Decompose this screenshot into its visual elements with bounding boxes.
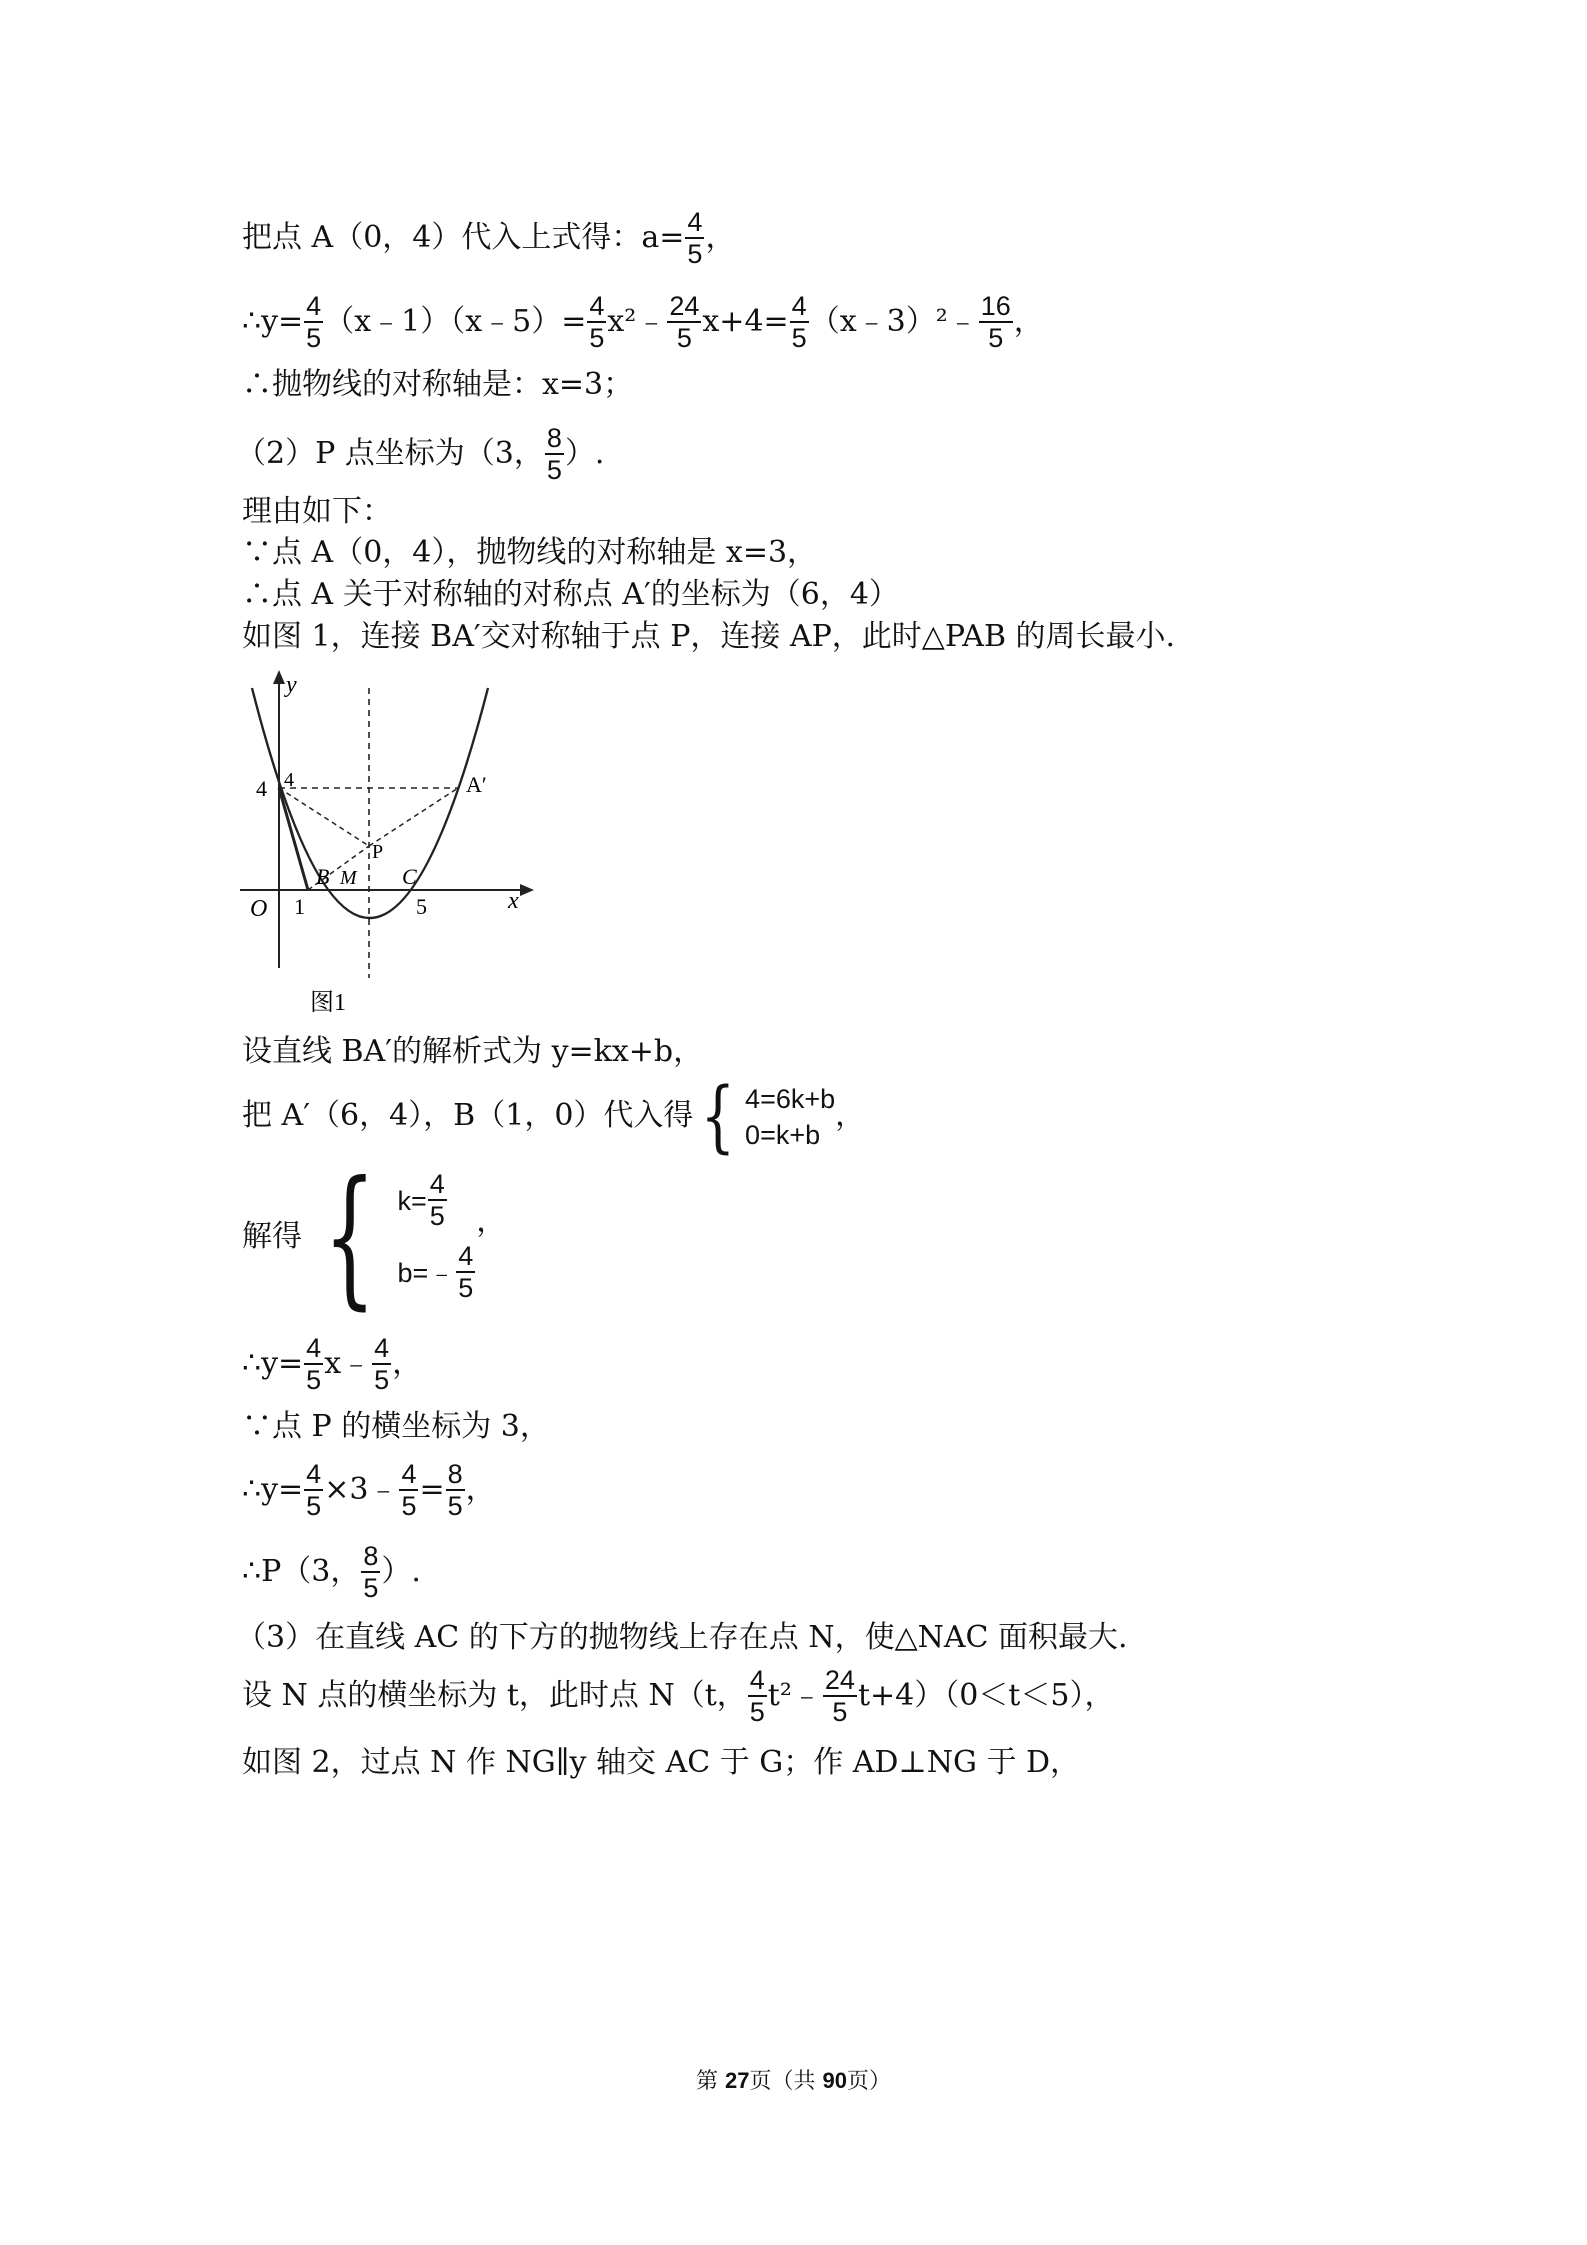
text: ，: [392, 1346, 423, 1381]
numerator: 4: [374, 1333, 390, 1363]
numerator: 4: [306, 1333, 322, 1363]
text: ）.: [381, 1554, 421, 1589]
text: ，: [465, 1472, 496, 1507]
denominator: 5: [589, 323, 605, 353]
text: ，: [705, 220, 736, 255]
label-4-inner: 4: [284, 769, 294, 791]
solution-line-16: （3）在直线 AC 的下方的抛物线上存在点 N，使△NAC 面积最大.: [236, 1620, 1128, 1655]
denominator: 5: [988, 323, 1004, 353]
text: x²﹣: [607, 304, 667, 339]
denominator: 5: [363, 1573, 379, 1603]
numerator: 24: [824, 1665, 855, 1695]
denominator: 5: [687, 239, 703, 269]
denominator: 5: [749, 1697, 765, 1727]
numerator: 24: [669, 291, 700, 321]
solution-line-12: [242, 1334, 422, 1396]
fraction: [304, 1460, 323, 1522]
y-axis-arrow-icon: [273, 670, 285, 684]
text: k=: [397, 1186, 427, 1216]
numerator: 4: [791, 291, 807, 321]
text: ，: [1013, 304, 1044, 339]
text: ，: [835, 1098, 866, 1133]
numerator: 4: [401, 1459, 417, 1489]
solution-line-15: [242, 1542, 421, 1604]
denominator: 5: [306, 1491, 322, 1521]
figure-1-graph: [236, 668, 556, 1018]
fraction: [399, 1460, 418, 1522]
label-y: y: [286, 672, 297, 698]
total-page-count: 90: [822, 2068, 847, 2093]
denominator: 5: [429, 1201, 445, 1231]
label-b: B: [316, 864, 330, 889]
denominator: 5: [401, 1491, 417, 1521]
fraction: [456, 1242, 475, 1304]
text: =: [419, 1472, 445, 1507]
numerator: 4: [458, 1241, 474, 1271]
solution-line-9: 设直线 BA′的解析式为 y=kx+b，: [242, 1034, 704, 1069]
numerator: 4: [429, 1169, 445, 1199]
label-4: 4: [256, 776, 267, 801]
fraction: [790, 292, 809, 354]
denominator: 5: [676, 323, 692, 353]
fraction: [823, 1666, 857, 1728]
solution-system: [397, 1170, 476, 1304]
text: ∴y=: [242, 1472, 304, 1507]
solution-line-17: [242, 1666, 1114, 1728]
text: ×3﹣: [324, 1472, 399, 1507]
footer-text: 页）: [846, 2069, 891, 2094]
numerator: 8: [546, 423, 562, 453]
fraction: [304, 1334, 323, 1396]
fraction: [979, 292, 1013, 354]
denominator: 5: [374, 1365, 390, 1395]
solution-line-1: [242, 208, 735, 270]
solution-line-4: [236, 424, 604, 486]
text: 解得: [242, 1219, 302, 1254]
text: 把 A′（6，4），B（1，0）代入得: [242, 1098, 694, 1133]
denominator: 5: [458, 1273, 474, 1303]
numerator: 8: [447, 1459, 463, 1489]
denominator: 5: [791, 323, 807, 353]
text: t+4）（0＜t＜5），: [857, 1678, 1115, 1713]
solution-line-10: [242, 1072, 866, 1162]
label-5: 5: [416, 894, 427, 919]
equation-row: [397, 1242, 476, 1304]
solution-line-2: [242, 292, 1044, 354]
text: （2）P 点坐标为（3，: [236, 436, 544, 471]
text: x+4=: [702, 304, 789, 339]
figure-caption: 图1: [310, 990, 346, 1016]
text: t²﹣: [767, 1678, 822, 1713]
denominator: 5: [447, 1491, 463, 1521]
numerator: 4: [306, 291, 322, 321]
fraction: [587, 292, 606, 354]
text: ，: [476, 1204, 507, 1239]
parabola-curve: [252, 688, 488, 918]
fraction: [361, 1542, 380, 1604]
text: x﹣: [324, 1346, 372, 1381]
text: ∴y=: [242, 1346, 304, 1381]
equation-row: [397, 1170, 476, 1232]
label-aprime: A′: [466, 772, 487, 797]
label-1: 1: [294, 894, 305, 919]
fraction: [545, 424, 564, 486]
fraction: [304, 292, 323, 354]
numerator: 16: [980, 291, 1011, 321]
numerator: 4: [749, 1665, 765, 1695]
equation-system: [693, 1072, 836, 1162]
fraction: [685, 208, 704, 270]
solution-line-5: 理由如下：: [242, 494, 392, 529]
solution-line-6: ∵点 A（0，4），抛物线的对称轴是 x=3，: [242, 535, 818, 570]
x-axis-arrow-icon: [520, 884, 534, 896]
label-p: P: [372, 841, 384, 863]
footer-text: 第: [696, 2069, 725, 2094]
denominator: 5: [306, 1365, 322, 1395]
label-x: x: [508, 888, 519, 914]
label-c: C: [402, 864, 417, 889]
fraction: [372, 1334, 391, 1396]
denominator: 5: [306, 323, 322, 353]
numerator: 4: [687, 207, 703, 237]
text: b=﹣: [397, 1258, 456, 1288]
fraction: [446, 1460, 465, 1522]
brace-icon: {: [323, 1150, 376, 1324]
denominator: 5: [546, 455, 562, 485]
numerator: 8: [363, 1541, 379, 1571]
fraction: [428, 1170, 447, 1232]
brace-icon: {: [700, 1072, 736, 1162]
text: ∴y=: [242, 304, 304, 339]
label-m: M: [340, 867, 357, 889]
solution-line-14: [242, 1460, 496, 1522]
numerator: 4: [306, 1459, 322, 1489]
fraction: [748, 1666, 767, 1728]
solution-line-13: ∵点 P 的横坐标为 3，: [242, 1409, 550, 1444]
current-page-number: 27: [725, 2068, 750, 2093]
page-footer: [0, 2064, 1587, 2095]
dashed-p-aprime: [369, 788, 458, 846]
equation-row: 4=6k+b: [745, 1084, 836, 1114]
solution-line-8: 如图 1，连接 BA′交对称轴于点 P，连接 AP，此时△PAB 的周长最小.: [242, 619, 1176, 654]
solution-line-7: ∴点 A 关于对称轴的对称点 A′的坐标为（6，4）: [242, 577, 899, 612]
text: （x﹣3）²﹣: [809, 304, 978, 339]
text: （x﹣1）（x﹣5）=: [324, 304, 587, 339]
text: ∴P（3，: [242, 1554, 361, 1589]
text: 设 N 点的横坐标为 t，此时点 N（t，: [242, 1678, 747, 1713]
solution-line-11: [242, 1150, 507, 1324]
solution-line-18: 如图 2，过点 N 作 NG∥y 轴交 AC 于 G；作 AD⊥NG 于 D，: [242, 1745, 1081, 1780]
solution-line-3: ∴抛物线的对称轴是：x=3；: [242, 367, 634, 402]
text: 把点 A（0，4）代入上式得：a=: [242, 220, 685, 255]
text: ）.: [564, 436, 605, 471]
fraction: [667, 292, 701, 354]
denominator: 5: [832, 1697, 848, 1727]
equation-row: 0=k+b: [745, 1120, 821, 1150]
footer-text: 页（共: [749, 2069, 823, 2094]
numerator: 4: [589, 291, 605, 321]
label-o: O: [250, 896, 268, 922]
